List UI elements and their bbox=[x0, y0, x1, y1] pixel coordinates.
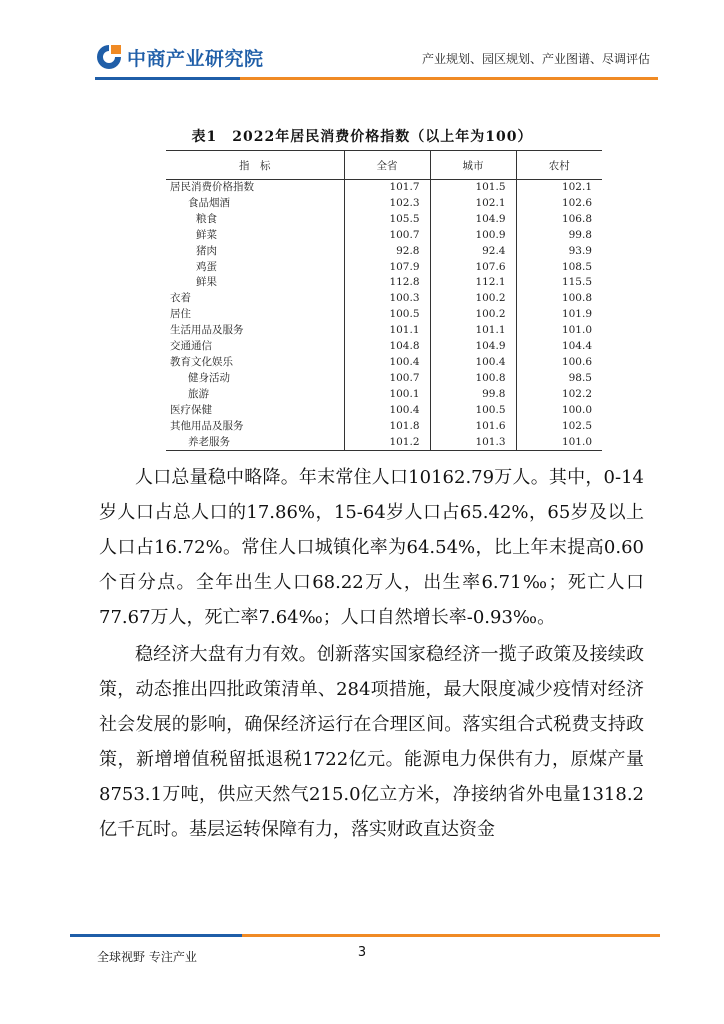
row-label: 居民消费价格指数 bbox=[170, 181, 254, 193]
table-row bbox=[166, 260, 602, 276]
table-row bbox=[166, 339, 602, 355]
header-rule-blue bbox=[95, 77, 240, 80]
cell-province: 107.9 bbox=[344, 260, 430, 276]
row-label: 猪肉 bbox=[196, 244, 217, 257]
row-label: 教育文化娱乐 bbox=[170, 355, 233, 368]
cell-rural: 98.5 bbox=[516, 371, 602, 387]
table-row bbox=[166, 196, 602, 212]
cell-urban: 102.1 bbox=[430, 196, 516, 212]
column-header-province: 全省 bbox=[344, 151, 430, 180]
paragraph-population: 人口总量稳中略降。年末常住人口10162.79万人。其中，0-14岁人口占总人口的17.86%，15-64岁人口占65.42%，65岁及以上人口占16.72%。常住人口城镇化率为64.54%，比上年末提高0.60个百分点。全年出生人口68.22万人，出生率6.71‰；死亡人口77.67万人，死亡率7.64‰；人口自然增长率-0.93‰。 bbox=[99, 467, 644, 628]
table-title: 表1 2022年居民消费价格指数（以上年为100） bbox=[191, 129, 533, 145]
cell-rural: 100.0 bbox=[516, 403, 602, 419]
cell-rural: 99.8 bbox=[516, 228, 602, 244]
column-header-urban: 城市 bbox=[430, 151, 516, 180]
cell-province: 100.5 bbox=[344, 307, 430, 323]
row-label: 其他用品及服务 bbox=[170, 419, 244, 432]
footer-slogan: 全球视野 专注产业 bbox=[97, 950, 197, 964]
cell-province: 100.4 bbox=[344, 355, 430, 371]
cell-province: 101.7 bbox=[344, 180, 430, 196]
cell-province: 101.1 bbox=[344, 323, 430, 339]
table-row bbox=[166, 228, 602, 244]
row-label: 鲜菜 bbox=[196, 228, 217, 241]
cell-province: 92.8 bbox=[344, 244, 430, 260]
cell-rural: 102.5 bbox=[516, 419, 602, 435]
table-row bbox=[166, 435, 602, 451]
table-row bbox=[166, 307, 602, 323]
cell-urban: 100.9 bbox=[430, 228, 516, 244]
cell-urban: 100.4 bbox=[430, 355, 516, 371]
cell-urban: 100.8 bbox=[430, 371, 516, 387]
table-row bbox=[166, 419, 602, 435]
row-label: 健身活动 bbox=[188, 371, 230, 384]
table-row bbox=[166, 212, 602, 228]
table-row bbox=[166, 403, 602, 419]
cell-province: 100.3 bbox=[344, 291, 430, 307]
cell-rural: 93.9 bbox=[516, 244, 602, 260]
row-label: 养老服务 bbox=[166, 435, 344, 451]
footer-rule-orange bbox=[242, 934, 660, 937]
cell-rural: 100.8 bbox=[516, 291, 602, 307]
table-row bbox=[166, 323, 602, 339]
row-label: 医疗保健 bbox=[170, 403, 212, 416]
table-row bbox=[166, 291, 602, 307]
cell-urban: 104.9 bbox=[430, 212, 516, 228]
row-label: 交通通信 bbox=[170, 340, 212, 353]
page-number: 3 bbox=[357, 945, 367, 960]
cell-urban: 99.8 bbox=[430, 387, 516, 403]
row-label: 粮食 bbox=[196, 212, 217, 225]
header-rule-orange bbox=[240, 77, 658, 80]
cell-province: 100.1 bbox=[344, 387, 430, 403]
cell-rural: 100.6 bbox=[516, 355, 602, 371]
row-label: 鲜果 bbox=[196, 276, 217, 289]
cell-rural: 108.5 bbox=[516, 260, 602, 276]
table-row bbox=[166, 180, 602, 196]
column-header-rural: 农村 bbox=[516, 151, 602, 180]
cell-urban: 107.6 bbox=[430, 260, 516, 276]
cell-province: 105.5 bbox=[344, 212, 430, 228]
cell-urban: 100.2 bbox=[430, 307, 516, 323]
cell-rural: 102.1 bbox=[516, 180, 602, 196]
cell-province: 112.8 bbox=[344, 275, 430, 291]
logo-text: 中商产业研究院 bbox=[127, 47, 264, 70]
cell-urban: 100.5 bbox=[430, 403, 516, 419]
cell-urban: 92.4 bbox=[430, 244, 516, 260]
page-header bbox=[0, 0, 724, 82]
footer-rule-blue bbox=[70, 934, 242, 937]
cell-urban: 101.1 bbox=[430, 323, 516, 339]
cell-urban: 112.1 bbox=[430, 275, 516, 291]
cell-urban: 100.2 bbox=[430, 291, 516, 307]
cpi-table bbox=[166, 150, 602, 451]
company-logo bbox=[95, 40, 264, 74]
cell-province: 101.8 bbox=[344, 419, 430, 435]
cell-province: 100.4 bbox=[344, 403, 430, 419]
cell-rural: 102.2 bbox=[516, 387, 602, 403]
cell-rural: 102.6 bbox=[516, 196, 602, 212]
cell-rural: 101.0 bbox=[516, 435, 602, 451]
cell-urban: 104.9 bbox=[430, 339, 516, 355]
cell-urban: 101.5 bbox=[430, 180, 516, 196]
table-row bbox=[166, 275, 602, 291]
cell-province: 100.7 bbox=[344, 371, 430, 387]
body-text bbox=[99, 460, 644, 849]
table-header-row bbox=[166, 151, 602, 180]
cell-province: 101.2 bbox=[344, 435, 430, 451]
table-row bbox=[166, 355, 602, 371]
cell-urban: 101.6 bbox=[430, 419, 516, 435]
cell-rural: 104.4 bbox=[516, 339, 602, 355]
cell-province: 104.8 bbox=[344, 339, 430, 355]
table-row bbox=[166, 387, 602, 403]
paragraph-economy: 稳经济大盘有力有效。创新落实国家稳经济一揽子政策及接续政策，动态推出四批政策清单、284项措施，最大限度减少疫情对经济社会发展的影响，确保经济运行在合理区间。落实组合式税费支持政策，新增增值税留抵退税1722亿元。能源电力保供有力，原煤产量8753.1万吨，供应天然气215.0亿立方米，净接纳省外电量1318.2亿千瓦时。基层运转保障有力，落实财政直达资金 bbox=[99, 644, 644, 840]
header-tagline: 产业规划、园区规划、产业图谱、尽调评估 bbox=[421, 52, 650, 66]
row-label: 鸡蛋 bbox=[196, 260, 217, 273]
cell-province: 102.3 bbox=[344, 196, 430, 212]
row-label: 旅游 bbox=[188, 387, 209, 400]
row-label: 衣着 bbox=[170, 292, 191, 305]
cell-rural: 115.5 bbox=[516, 275, 602, 291]
row-label: 居住 bbox=[170, 308, 191, 321]
row-label: 生活用品及服务 bbox=[170, 324, 244, 337]
cell-rural: 101.9 bbox=[516, 307, 602, 323]
column-header-indicator: 指 标 bbox=[166, 151, 344, 180]
table-row bbox=[166, 244, 602, 260]
cell-urban: 101.3 bbox=[430, 435, 516, 451]
cell-province: 100.7 bbox=[344, 228, 430, 244]
cell-rural: 101.0 bbox=[516, 323, 602, 339]
cell-rural: 106.8 bbox=[516, 212, 602, 228]
logo-mark-icon bbox=[95, 43, 123, 71]
table-row bbox=[166, 371, 602, 387]
row-label: 食品烟酒 bbox=[188, 196, 230, 209]
